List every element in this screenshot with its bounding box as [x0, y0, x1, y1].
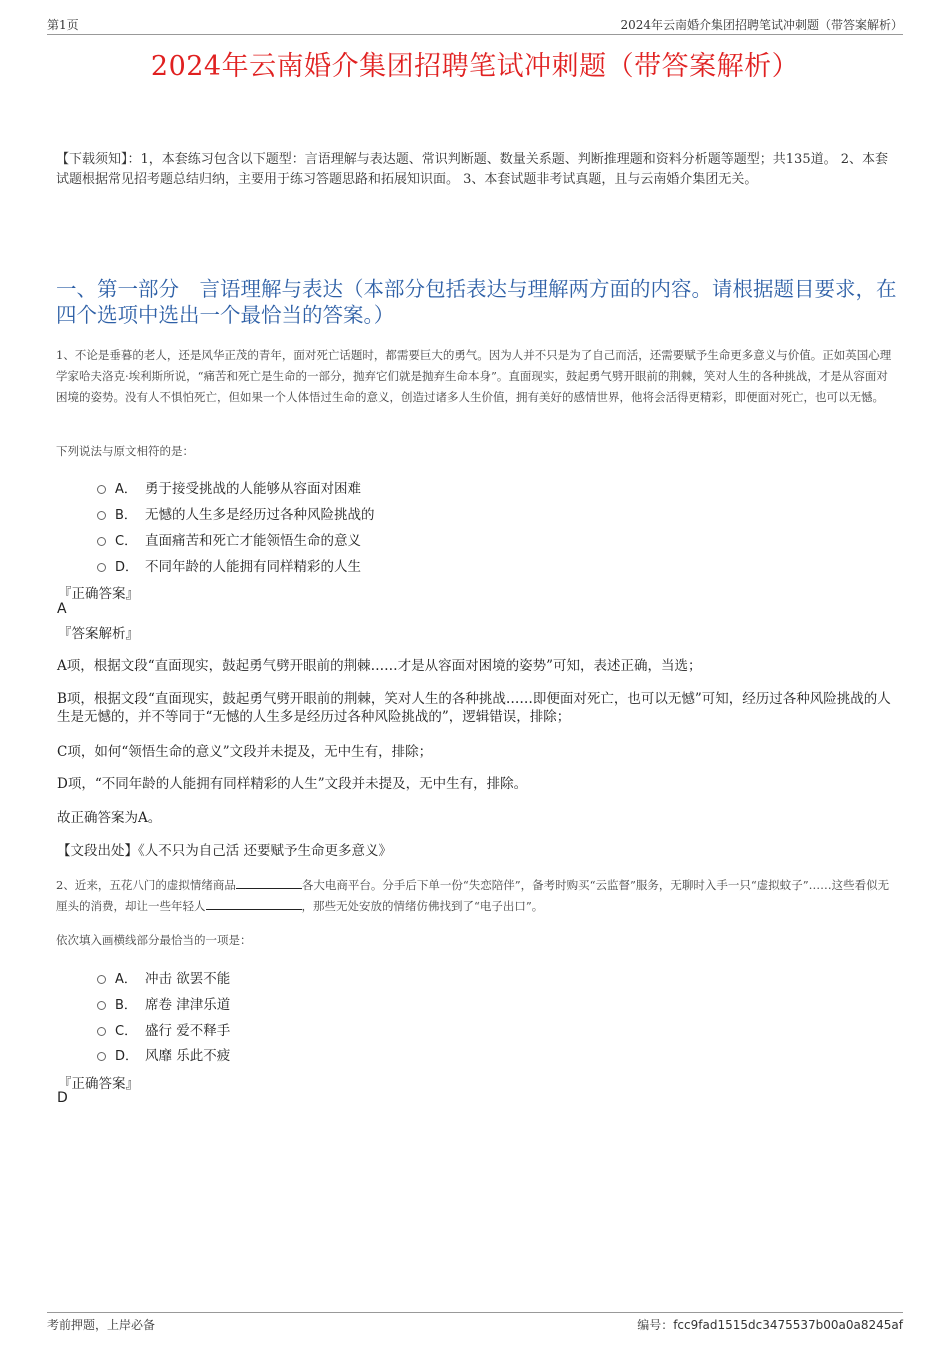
radio-icon[interactable]: [97, 975, 106, 984]
radio-icon[interactable]: [97, 485, 106, 494]
q1-analysis-c: C项，如何“领悟生命的意义”文段并未提及，无中生有，排除；: [57, 744, 433, 760]
footer-slogan: 考前押题，上岸必备: [47, 1318, 156, 1332]
q1-prompt: 下列说法与原文相符的是：: [56, 444, 194, 458]
q2-prompt: 依次填入画横线部分最恰当的一项是：: [56, 933, 252, 947]
q1-answer-label: 『正确答案』: [58, 586, 139, 602]
radio-icon[interactable]: [97, 511, 106, 520]
q2-option-d[interactable]: D． 风靡 乐此不疲: [97, 1044, 230, 1064]
header-doc-title: 2024年云南婚介集团招聘笔试冲刺题（带答案解析）: [620, 18, 903, 32]
page-footer: [47, 1312, 903, 1335]
q2-answer: D: [57, 1090, 68, 1106]
q1-option-c[interactable]: C． 直面痛苦和死亡才能领悟生命的意义: [97, 529, 361, 549]
q1-analysis-a: A项，根据文段“直面现实，鼓起勇气劈开眼前的荆棘……才是从容面对困境的姿势”可知，表述正确，当选；: [57, 658, 702, 674]
q2-option-b[interactable]: B． 席卷 津津乐道: [97, 993, 230, 1013]
blank-2: [206, 899, 302, 910]
page-number: 第1页: [47, 18, 79, 32]
q1-analysis-b: B项，根据文段“直面现实，鼓起勇气劈开眼前的荆棘，笑对人生的各种挑战……即便面对死亡，也可以无憾”可知，经历过各种风险挑战的人生是无憾的，并不等同于“无憾的人生多是经历过各种风险挑战的”，逻辑错误，排除；: [57, 691, 891, 725]
radio-icon[interactable]: [97, 537, 106, 546]
radio-icon[interactable]: [97, 563, 106, 572]
section-heading: 一、第一部分 言语理解与表达（本部分包括表达与理解两方面的内容。请根据题目要求，在四个选项中选出一个最恰当的答案。）: [56, 277, 897, 327]
blank-1: [236, 878, 302, 889]
radio-icon[interactable]: [97, 1027, 106, 1036]
q1-analysis-d: D项，“不同年龄的人能拥有同样精彩的人生”文段并未提及，无中生有，排除。: [57, 776, 528, 792]
q1-option-d[interactable]: D． 不同年龄的人能拥有同样精彩的人生: [97, 555, 361, 575]
q1-option-b[interactable]: B． 无憾的人生多是经历过各种风险挑战的: [97, 503, 375, 523]
page-title: 2024年云南婚介集团招聘笔试冲刺题（带答案解析）: [150, 51, 800, 82]
q2-passage: 2、近来，五花八门的虚拟情绪商品 各大电商平台。分手后下单一份“失恋陪伴”，备考时购买“云监督”服务，无聊时入手一只“虚拟蚊子”……这些看似无厘头的消费，却让一些年轻人 ，那些无处安放的情绪仿佛找到了“电子出口”。: [56, 878, 890, 913]
q1-answer: A: [57, 601, 67, 617]
q1-conclusion: 故正确答案为A。: [57, 810, 162, 826]
download-notice: 【下载须知】：1，本套练习包含以下题型：言语理解与表达题、常识判断题、数量关系题、判断推理题和资料分析题等题型；共135道。 2、本套试题根据常见招考题总结归纳，主要用于练习答题思路和拓展知识面。 3、本套试题非考试真题，且与云南婚介集团无关。: [56, 152, 888, 187]
q1-option-a[interactable]: A． 勇于接受挑战的人能够从容面对困难: [97, 477, 361, 497]
radio-icon[interactable]: [97, 1052, 106, 1061]
q1-source: 【文段出处】《人不只为自己活 还要赋予生命更多意义》: [57, 843, 393, 859]
page-header: [47, 16, 903, 35]
radio-icon[interactable]: [97, 1001, 106, 1010]
q2-option-a[interactable]: A． 冲击 欲罢不能: [97, 967, 230, 987]
q2-option-c[interactable]: C． 盛行 爱不释手: [97, 1019, 230, 1039]
q1-analysis-label: 『答案解析』: [58, 626, 139, 642]
footer-code: 编号：fcc9fad1515dc3475537b00a0a8245af: [637, 1318, 903, 1332]
q2-answer-label: 『正确答案』: [58, 1076, 139, 1092]
q1-passage: 1、不论是垂暮的老人，还是风华正茂的青年，面对死亡话题时，都需要巨大的勇气。因为人并不只是为了自己而活，还需要赋予生命更多意义与价值。正如英国心理学家哈夫洛克·埃利斯所说，“痛苦和死亡是生命的一部分，抛弃它们就是抛弃生命本身”。直面现实，鼓起勇气劈开眼前的荆棘，笑对人生的各种挑战，才是从容面对困境的姿势。没有人不惧怕死亡，但如果一个人体悟过生命的意义，创造过诸多人生价值，拥有美好的感情世界，他将会活得更精彩，即便面对死亡，也可以无憾。: [56, 348, 892, 404]
